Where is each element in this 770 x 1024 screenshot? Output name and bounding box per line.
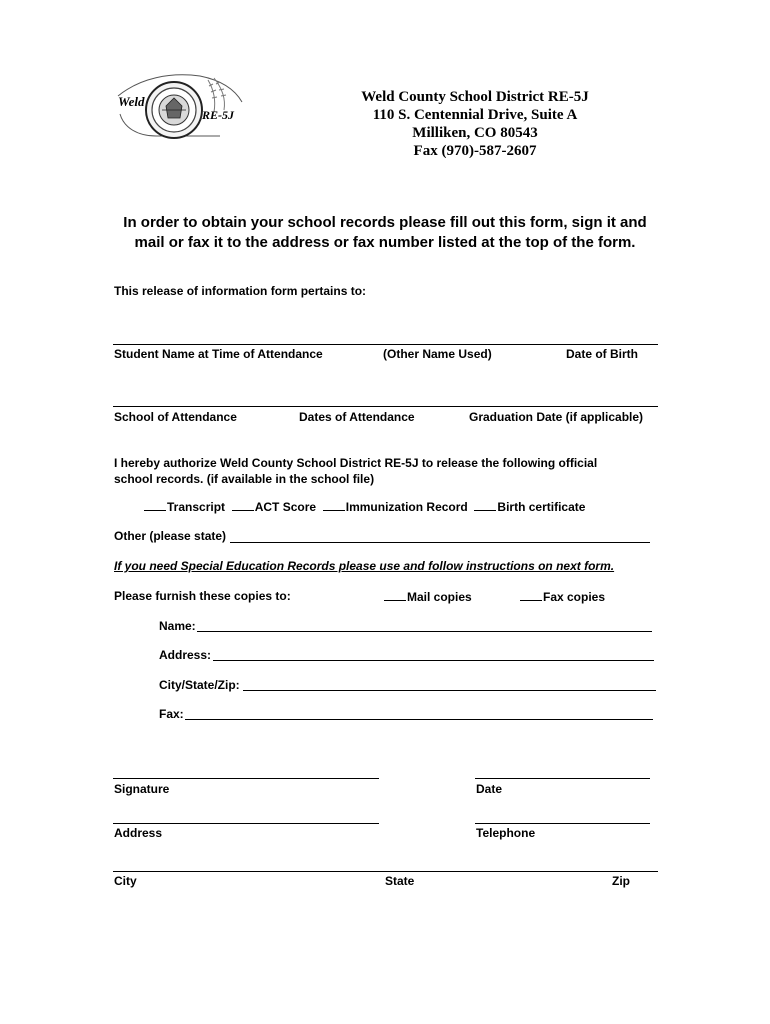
zip-label: Zip: [612, 874, 630, 888]
logo-left-text: Weld: [118, 94, 145, 109]
birth-certificate-blank[interactable]: [474, 499, 496, 511]
recipient-name-label: Name:: [159, 619, 196, 633]
fax-number: Fax (970)-587-2607: [413, 143, 537, 159]
authorization-text: [114, 455, 597, 487]
recipient-fax-field[interactable]: [185, 719, 653, 720]
graduation-date-label: Graduation Date (if applicable): [469, 410, 644, 424]
birth-certificate-label: Birth certificate: [497, 500, 586, 514]
student-info-line[interactable]: [113, 344, 658, 345]
recipient-name-field[interactable]: [197, 631, 652, 632]
recipient-address-field[interactable]: [213, 660, 654, 661]
district-name: Weld County School District RE-5J: [361, 89, 589, 105]
other-name-label: (Other Name Used): [383, 347, 492, 361]
recipient-fax-label: Fax:: [159, 707, 184, 721]
fax-copies-option: [520, 589, 605, 604]
city-state-zip-line[interactable]: [113, 871, 658, 872]
fax-copies-blank[interactable]: [520, 589, 542, 601]
furnish-label: Please furnish these copies to:: [114, 589, 291, 603]
authorization-line-1: I hereby authorize Weld County School District RE-5J to release the following official: [114, 456, 598, 470]
authorization-line-2: school records. (if available in the school file): [114, 472, 375, 486]
immunization-blank[interactable]: [323, 499, 345, 511]
logo-right-text: RE-5J: [202, 108, 235, 122]
fax-copies-label: Fax copies: [543, 590, 606, 604]
telephone-line[interactable]: [475, 823, 650, 824]
dates-of-attendance-label: Dates of Attendance: [299, 410, 415, 424]
street-address: 110 S. Centennial Drive, Suite A: [372, 107, 578, 123]
school-of-attendance-label: School of Attendance: [114, 410, 237, 424]
date-of-birth-label: Date of Birth: [566, 347, 638, 361]
city-state-zip: Milliken, CO 80543: [412, 125, 538, 141]
student-name-label: Student Name at Time of Attendance: [114, 347, 323, 361]
telephone-label: Telephone: [476, 826, 536, 840]
address-line[interactable]: [113, 823, 379, 824]
header-address: [300, 88, 650, 160]
pertains-label: This release of information form pertains to:: [114, 284, 367, 298]
other-label: Other (please state): [114, 529, 227, 543]
date-label: Date: [476, 782, 503, 796]
intro-text: [100, 213, 670, 253]
mail-copies-option: [384, 589, 472, 604]
immunization-label: Immunization Record: [345, 500, 468, 514]
mail-copies-label: Mail copies: [407, 590, 472, 604]
mail-copies-blank[interactable]: [384, 589, 406, 601]
intro-line-1: In order to obtain your school records please fill out this form, sign it and: [123, 214, 647, 231]
signature-line[interactable]: [113, 778, 379, 779]
recipient-address-label: Address:: [159, 648, 212, 662]
city-label: City: [114, 874, 137, 888]
date-line[interactable]: [475, 778, 650, 779]
intro-line-2: mail or fax it to the address or fax number listed at the top of the form.: [134, 234, 636, 251]
school-info-line[interactable]: [113, 406, 658, 407]
signature-label: Signature: [114, 782, 170, 796]
act-score-label: ACT Score: [254, 500, 317, 514]
transcript-label: Transcript: [167, 500, 226, 514]
state-label: State: [385, 874, 415, 888]
records-options: [144, 499, 585, 514]
recipient-city-label: City/State/Zip:: [159, 678, 240, 692]
act-score-blank[interactable]: [232, 499, 254, 511]
recipient-city-field[interactable]: [243, 690, 656, 691]
special-education-note: If you need Special Education Records please use and follow instructions on next form.: [114, 559, 615, 573]
transcript-blank[interactable]: [144, 499, 166, 511]
other-field[interactable]: [230, 542, 650, 543]
address-label: Address: [114, 826, 163, 840]
district-logo: [110, 70, 250, 150]
